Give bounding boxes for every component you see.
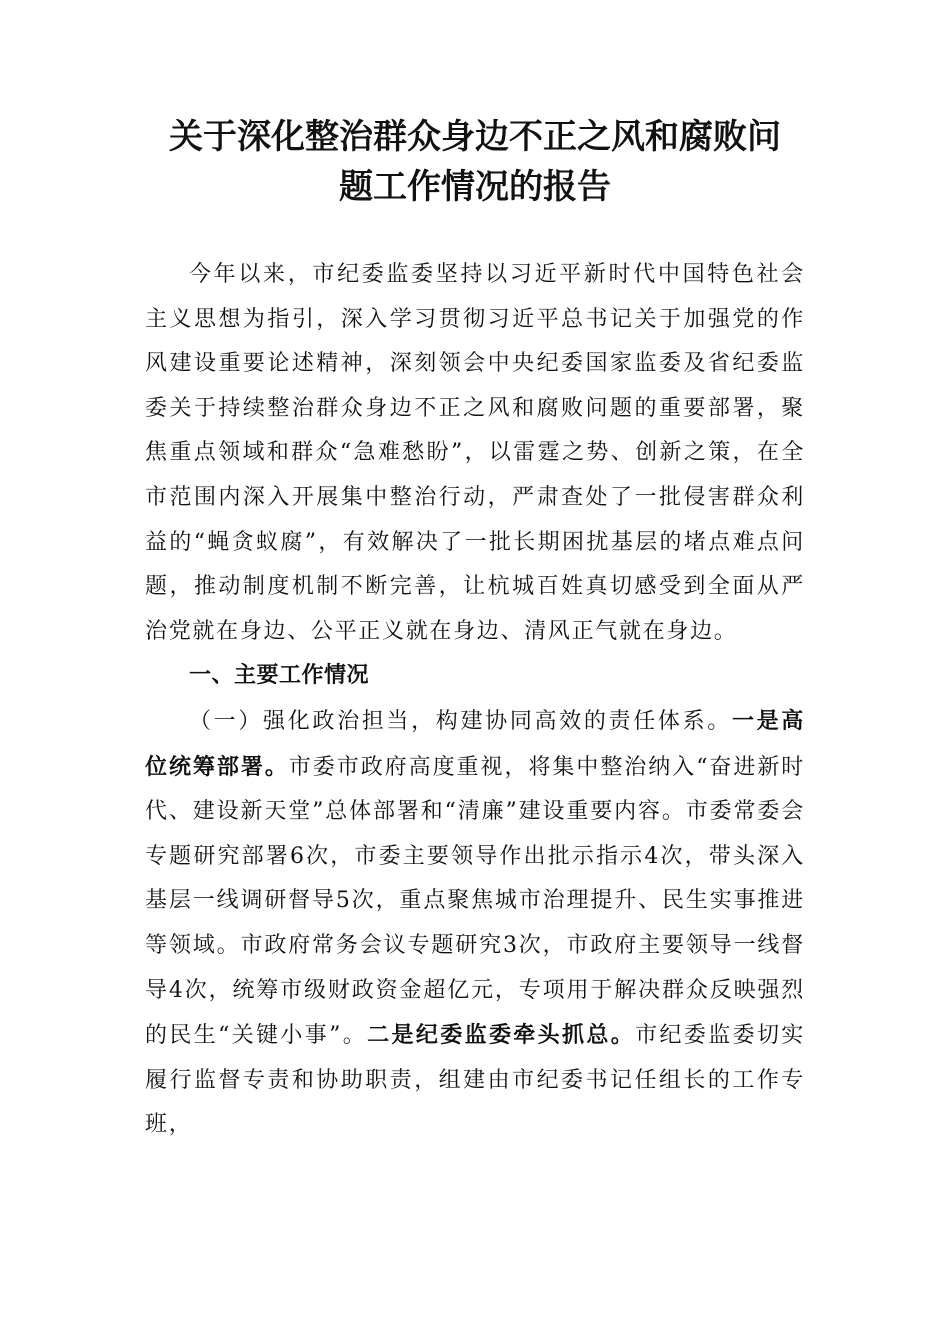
- point-1-title: 一是高位统筹部署。: [145, 707, 805, 780]
- section-heading: 一、主要工作情况: [189, 663, 370, 689]
- point-1-text: 市委市政府高度重视，将集中整治纳入“奋进新时代、建设新天堂”总体部署和“清廉”建设重要内容。市委常委会专题研究部署6次，市委主要领导作出批示指示4次，带头深入基层一线调研督导5次，重点聚焦城市治理提升、民生实事推进等领域。市政府常务会议专题研究3次，市政府主要领导一线督导4次，统筹市级财政资金超亿元，专项用于解决群众反映强烈的民生“关键小事”。: [145, 754, 805, 1049]
- document-body: [145, 253, 805, 1148]
- work-paragraph: [145, 699, 805, 1148]
- point-2-text: 市纪委监委切实履行监督专责和协助职责，组建由市纪委书记任组长的工作专班，: [145, 1023, 806, 1138]
- title-line-2: 题工作情况的报告: [339, 167, 611, 207]
- intro-paragraph: 今年以来，市纪委监委坚持以习近平新时代中国特色社会主义思想为指引，深入学习贯彻习近平总书记关于加强党的作风建设重要论述精神，深刻领会中央纪委国家监委及省纪委监委关于持续整治群众身边不正之风和腐败问题的重要部署，聚焦重点领域和群众“急难愁盼”，以雷霆之势、创新之策，在全市范围内深入开展集中整治行动，严肃查处了一批侵害群众利益的“蝇贪蚁腐”，有效解决了一批长期困扰基层的堵点难点问题，推动制度机制不断完善，让杭城百姓真切感受到全面从严治党就在身边、公平正义就在身边、清风正气就在身边。: [145, 262, 805, 644]
- document-title: [140, 112, 810, 212]
- title-line-1: 关于深化整治群众身边不正之风和腐败问: [169, 117, 781, 157]
- point-2-title: 二是纪委监委牵头抓总。: [367, 1022, 636, 1049]
- subsection-heading: （一）强化政治担当，构建协同高效的责任体系。: [189, 708, 732, 734]
